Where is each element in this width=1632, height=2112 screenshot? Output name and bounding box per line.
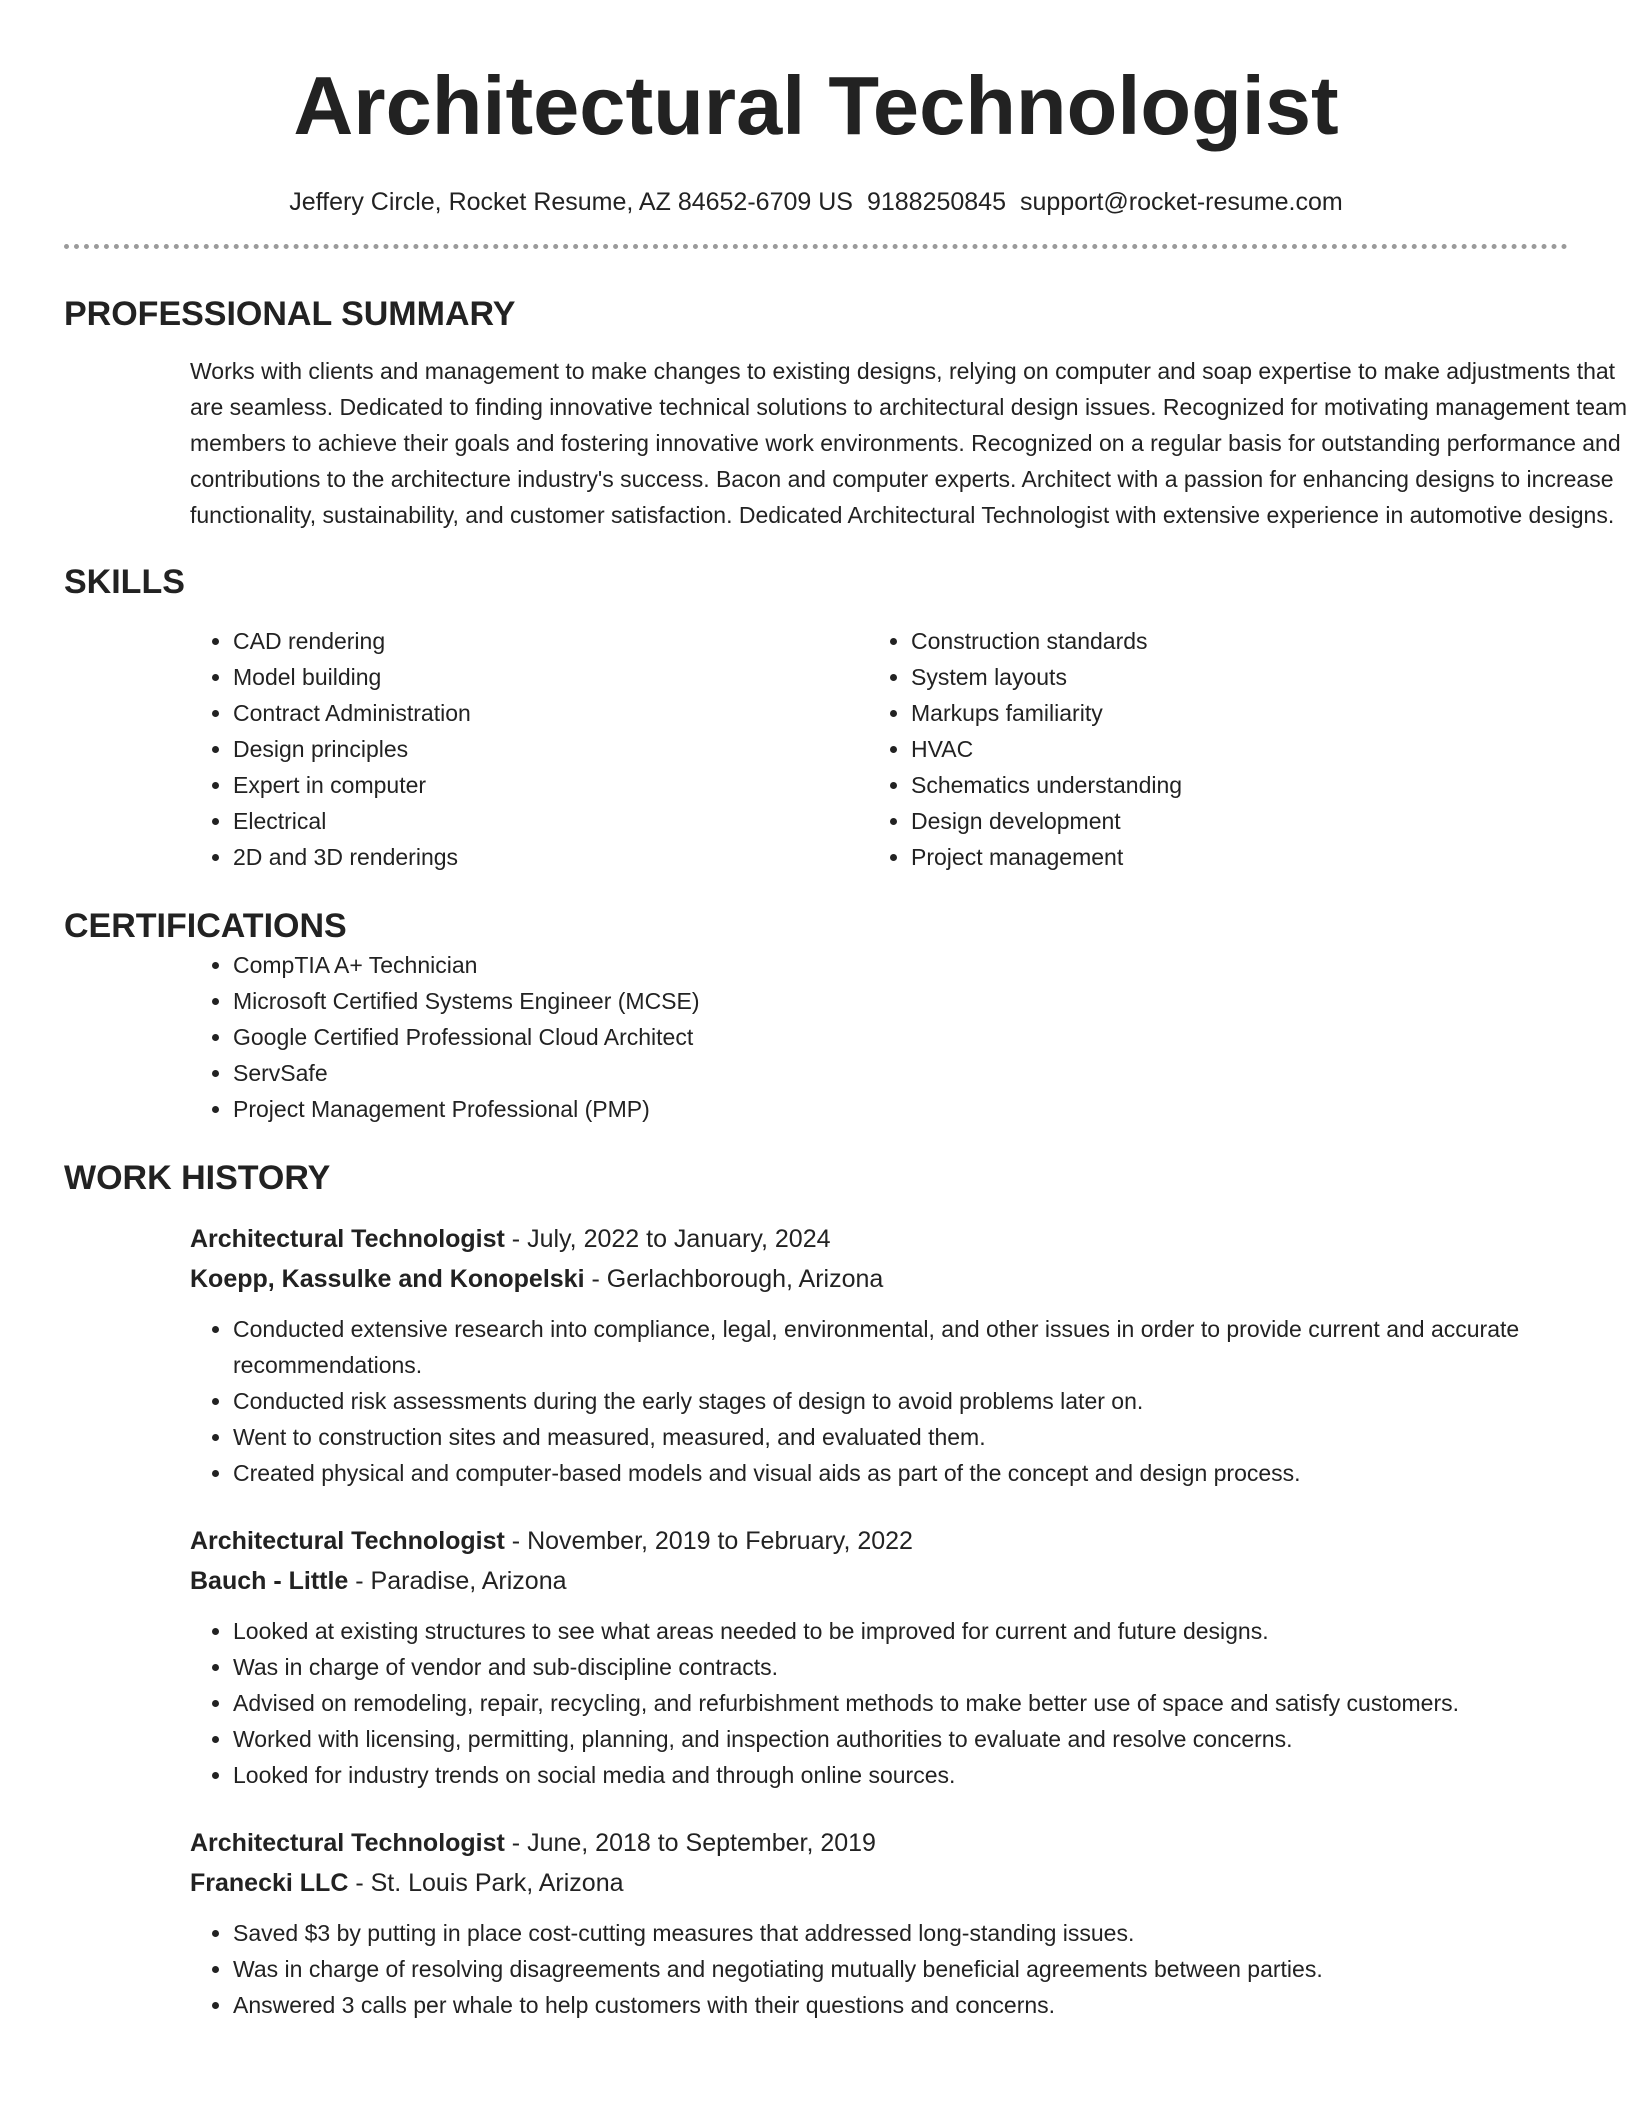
job-entry (190, 1521, 1568, 1793)
contact-phone: 9188250845 (866, 188, 1006, 216)
skills-columns (64, 623, 1568, 875)
skill-item: • Design principles (233, 731, 744, 767)
job-company: Franecki LLC (190, 1869, 349, 1897)
job-bullet: • Answered 3 calls per whale to help customers with their questions and concerns. (233, 1987, 1568, 2023)
job-bullet: • Created physical and computer-based models and visual aids as part of the concept and design process. (233, 1455, 1568, 1491)
job-title-line (190, 1521, 1568, 1561)
summary-heading: PROFESSIONAL SUMMARY (64, 295, 516, 333)
skill-item: • Project management (911, 839, 1502, 875)
skills-list-right (742, 623, 1502, 875)
job-bullet: • Saved $3 by putting in place cost-cutting measures that addressed long-standing issues. (233, 1915, 1568, 1951)
skill-item: • Model building (233, 659, 744, 695)
job-bullet: • Advised on remodeling, repair, recycling, and refurbishment methods to make better use of space and satisfy customers. (233, 1685, 1568, 1721)
job-location: - Paradise, Arizona (348, 1567, 567, 1595)
skill-item: • 2D and 3D renderings (233, 839, 744, 875)
skills-heading: SKILLS (64, 563, 185, 601)
job-dates: - July, 2022 to January, 2024 (504, 1225, 831, 1253)
contact-email: support@rocket-resume.com (1020, 188, 1343, 216)
job-company-line (190, 1863, 1568, 1903)
job-bullets (190, 1915, 1568, 2023)
job-location: - St. Louis Park, Arizona (348, 1869, 624, 1897)
skill-item: • Electrical (233, 803, 744, 839)
certification-item: • ServSafe (233, 1055, 1568, 1091)
job-bullet: • Went to construction sites and measured, measured, and evaluated them. (233, 1419, 1568, 1455)
job-company: Koepp, Kassulke and Konopelski (190, 1265, 585, 1293)
job-entry (190, 1823, 1568, 2023)
resume-name: Architectural Technologist (293, 59, 1339, 152)
contact-line (64, 186, 1568, 218)
skills-list-left (64, 623, 744, 875)
job-bullet: • Was in charge of resolving disagreements and negotiating mutually beneficial agreements between parties. (233, 1951, 1568, 1987)
job-title-line (190, 1219, 1568, 1259)
job-bullet: • Looked for industry trends on social media and through online sources. (233, 1757, 1568, 1793)
work-history-heading: WORK HISTORY (64, 1159, 331, 1197)
job-role: Architectural Technologist (190, 1527, 505, 1555)
summary-text: Works with clients and management to make changes to existing designs, relying on computer and soap expertise to make adjustments that are seamless. Dedicated to finding innovative technical solutions to architectural design issues. Recognized for motivating management team members to achieve their goals and fostering innovative work environments. Recognized on a regular basis for outstanding performance and contributions to the architecture industry's success. Bacon and computer experts. Architect with a passion for enhancing designs to increase functionality, sustainability, and customer satisfaction. Dedicated Architectural Technologist with extensive experience in automotive designs. (190, 358, 1627, 528)
skill-item: • CAD rendering (233, 623, 744, 659)
job-bullet: • Looked at existing structures to see what areas needed to be improved for current and future designs. (233, 1613, 1568, 1649)
job-dates: - November, 2019 to February, 2022 (504, 1527, 913, 1555)
job-entry (190, 1219, 1568, 1491)
certification-item: • Project Management Professional (PMP) (233, 1091, 1568, 1127)
certifications-heading: CERTIFICATIONS (64, 907, 347, 945)
job-bullet: • Worked with licensing, permitting, planning, and inspection authorities to evaluate and resolve concerns. (233, 1721, 1568, 1757)
skill-item: • Markups familiarity (911, 695, 1502, 731)
job-role: Architectural Technologist (190, 1225, 505, 1253)
header-divider (64, 244, 1568, 249)
skill-item: • Schematics understanding (911, 767, 1502, 803)
job-company-line (190, 1561, 1568, 1601)
skill-item: • Construction standards (911, 623, 1502, 659)
job-role: Architectural Technologist (190, 1829, 505, 1857)
job-location: - Gerlachborough, Arizona (584, 1265, 884, 1293)
contact-address: Jeffery Circle, Rocket Resume, AZ 84652-6709 US (289, 188, 853, 216)
certification-item: • CompTIA A+ Technician (233, 947, 1568, 983)
skill-item: • Contract Administration (233, 695, 744, 731)
job-bullet: • Was in charge of vendor and sub-discipline contracts. (233, 1649, 1568, 1685)
job-company-line (190, 1259, 1568, 1299)
job-dates: - June, 2018 to September, 2019 (504, 1829, 876, 1857)
skill-item: • HVAC (911, 731, 1502, 767)
skill-item: • Design development (911, 803, 1502, 839)
skill-item: • System layouts (911, 659, 1502, 695)
job-bullet: • Conducted risk assessments during the early stages of design to avoid problems later on. (233, 1383, 1568, 1419)
certification-item: • Microsoft Certified Systems Engineer (MCSE) (233, 983, 1568, 1019)
job-bullets (190, 1613, 1568, 1793)
job-title-line (190, 1823, 1568, 1863)
job-bullet: • Conducted extensive research into compliance, legal, environmental, and other issues in order to provide current and accurate recommendations. (233, 1311, 1568, 1383)
certifications-list (64, 947, 1568, 1127)
certification-item: • Google Certified Professional Cloud Architect (233, 1019, 1568, 1055)
job-bullets (190, 1311, 1568, 1491)
job-company: Bauch - Little (190, 1567, 349, 1595)
skill-item: • Expert in computer (233, 767, 744, 803)
